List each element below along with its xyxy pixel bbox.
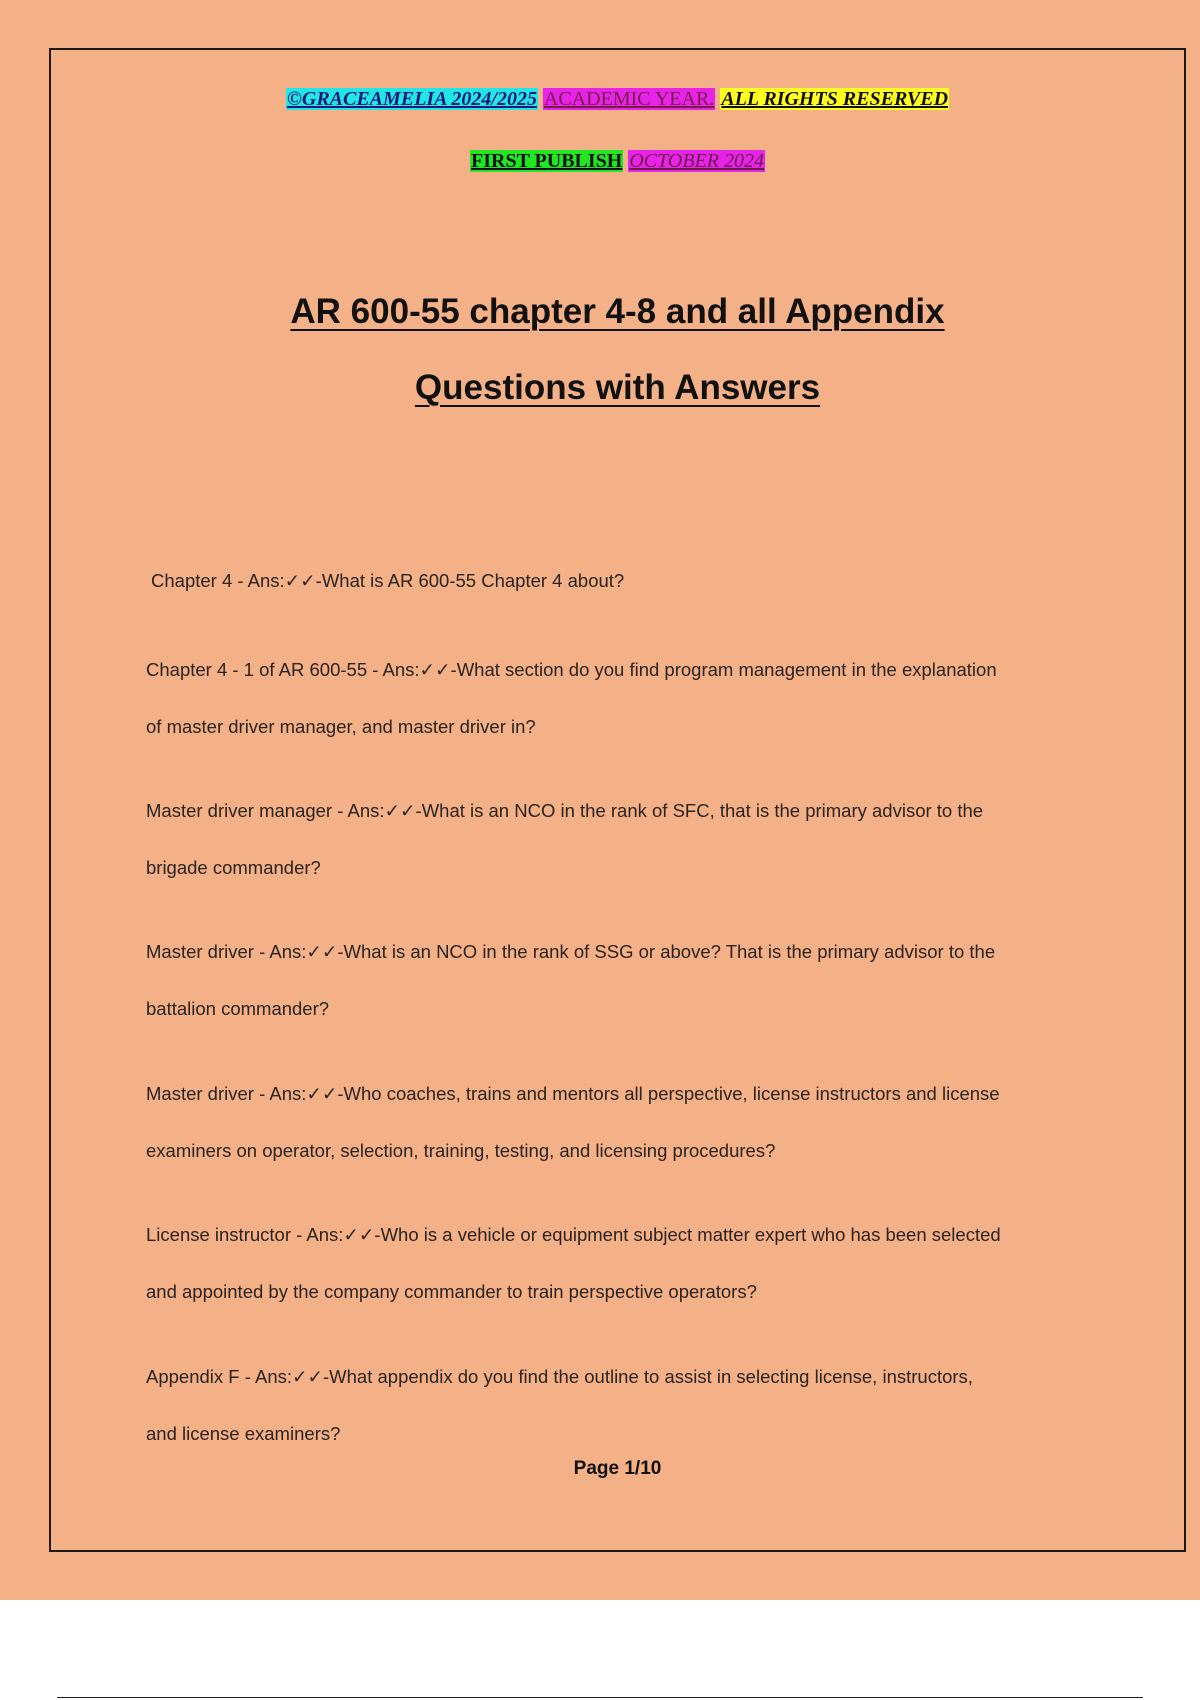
qa-entry-1 — [151, 552, 1141, 609]
qa-entry-line: Appendix F - Ans:✓✓-What appendix do you find the outline to assist in selecting license, instructors, — [146, 1366, 973, 1387]
qa-entry-7 — [146, 1348, 1136, 1462]
qa-entry-line: brigade commander? — [146, 857, 321, 878]
qa-entry-3 — [146, 782, 1136, 896]
qa-entry-line: License instructor - Ans:✓✓-Who is a vehicle or equipment subject matter expert who has been selected — [146, 1224, 1001, 1245]
qa-entry-6 — [146, 1206, 1136, 1320]
qa-entry-line: Chapter 4 - 1 of AR 600-55 - Ans:✓✓-What section do you find program management in the explanation — [146, 659, 997, 680]
document-title-line-2: Questions with Answers — [414, 368, 821, 407]
qa-entry-line: battalion commander? — [146, 998, 330, 1019]
qa-entry-line: Chapter 4 - Ans:✓✓-What is AR 600-55 Chapter 4 about? — [151, 570, 625, 591]
rights-reserved-text: ALL RIGHTS RESERVED — [721, 88, 949, 110]
qa-entry-2 — [146, 641, 1136, 755]
qa-entry-line: examiners on operator, selection, training, testing, and licensing procedures? — [146, 1140, 776, 1161]
qa-entry-line: and license examiners? — [146, 1423, 341, 1444]
qa-entry-line: Master driver - Ans:✓✓-Who coaches, trains and mentors all perspective, license instructors and license — [146, 1083, 1000, 1104]
qa-entry-line: Master driver manager - Ans:✓✓-What is an NCO in the rank of SFC, that is the primary advisor to the — [146, 800, 984, 821]
academic-year-text: ACADEMIC YEAR. — [543, 88, 715, 110]
qa-entry-line: and appointed by the company commander to train perspective operators? — [146, 1281, 757, 1302]
qa-entry-line: Master driver - Ans:✓✓-What is an NCO in the rank of SSG or above? That is the primary advisor to the — [146, 941, 996, 962]
copyright-header — [51, 86, 1184, 112]
next-page-divider — [57, 1697, 1143, 1698]
page-number: Page 1/10 — [573, 1458, 662, 1479]
page-border — [49, 48, 1186, 1552]
qa-entry-5 — [146, 1065, 1136, 1179]
publish-header — [51, 148, 1184, 174]
copyright-text: ©GRACEAMELIA 2024/2025 — [286, 88, 537, 110]
document-title-line-1: AR 600-55 chapter 4-8 and all Appendix — [290, 292, 945, 331]
publish-date-text: OCTOBER 2024 — [629, 150, 764, 172]
first-publish-text: FIRST PUBLISH — [471, 150, 623, 172]
qa-entry-4 — [146, 923, 1136, 1037]
qa-entry-line: of master driver manager, and master driver in? — [146, 716, 536, 737]
